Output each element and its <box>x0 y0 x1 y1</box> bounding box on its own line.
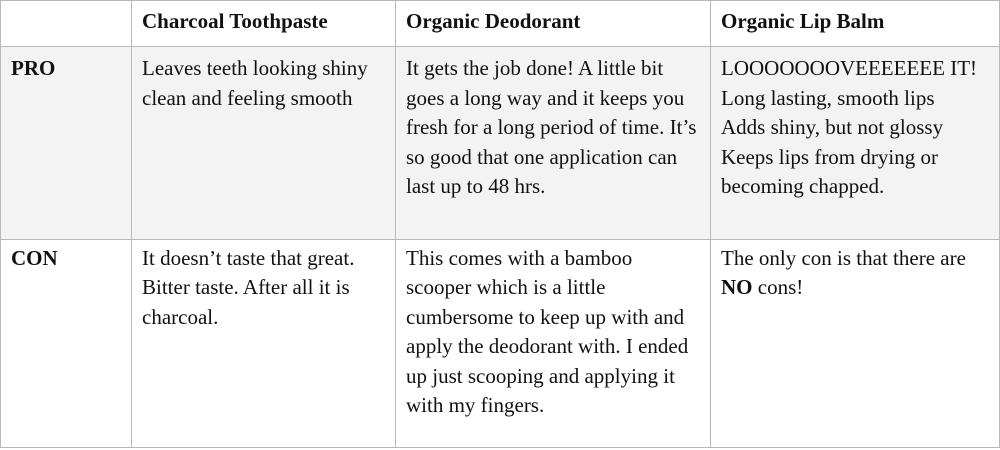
pro-toothpaste-cell: Leaves teeth looking shiny clean and feeling smooth <box>132 47 396 239</box>
con-lipbalm-text-before: The only con is that there are <box>721 245 966 270</box>
con-toothpaste-cell: It doesn’t taste that great. Bitter taste. After all it is charcoal. <box>132 239 396 447</box>
con-lipbalm-cell <box>711 239 1000 447</box>
pro-lipbalm-cell <box>711 47 1000 239</box>
con-deodorant-cell: This comes with a bamboo scooper which is a little cumbersome to keep up with and apply the deodorant with. I ended up just scooping and applying it with my fingers. <box>396 239 711 447</box>
pro-deodorant-cell: It gets the job done! A little bit goes a long way and it keeps you fresh for a long period of time. It’s so good that one application can last up to 48 hrs. <box>396 47 711 239</box>
header-row <box>1 1 1000 47</box>
pro-row <box>1 47 1000 239</box>
con-label: CON <box>1 239 132 447</box>
header-organic-lip-balm: Organic Lip Balm <box>711 1 1000 47</box>
pro-lipbalm-line: LOOOOOOOVEEEEEEE IT! Long lasting, smooth lips <box>721 56 978 110</box>
corner-cell <box>1 1 132 47</box>
con-lipbalm-text-after: cons! <box>752 275 804 300</box>
header-organic-deodorant: Organic Deodorant <box>396 1 711 47</box>
con-row <box>1 239 1000 447</box>
pro-label: PRO <box>1 47 132 239</box>
con-lipbalm-emphasis: NO <box>721 275 753 300</box>
pro-lipbalm-line: Adds shiny, but not glossy <box>721 115 944 140</box>
header-charcoal-toothpaste: Charcoal Toothpaste <box>132 1 396 47</box>
pro-lipbalm-line: Keeps lips from drying or becoming chapped. <box>721 144 938 199</box>
